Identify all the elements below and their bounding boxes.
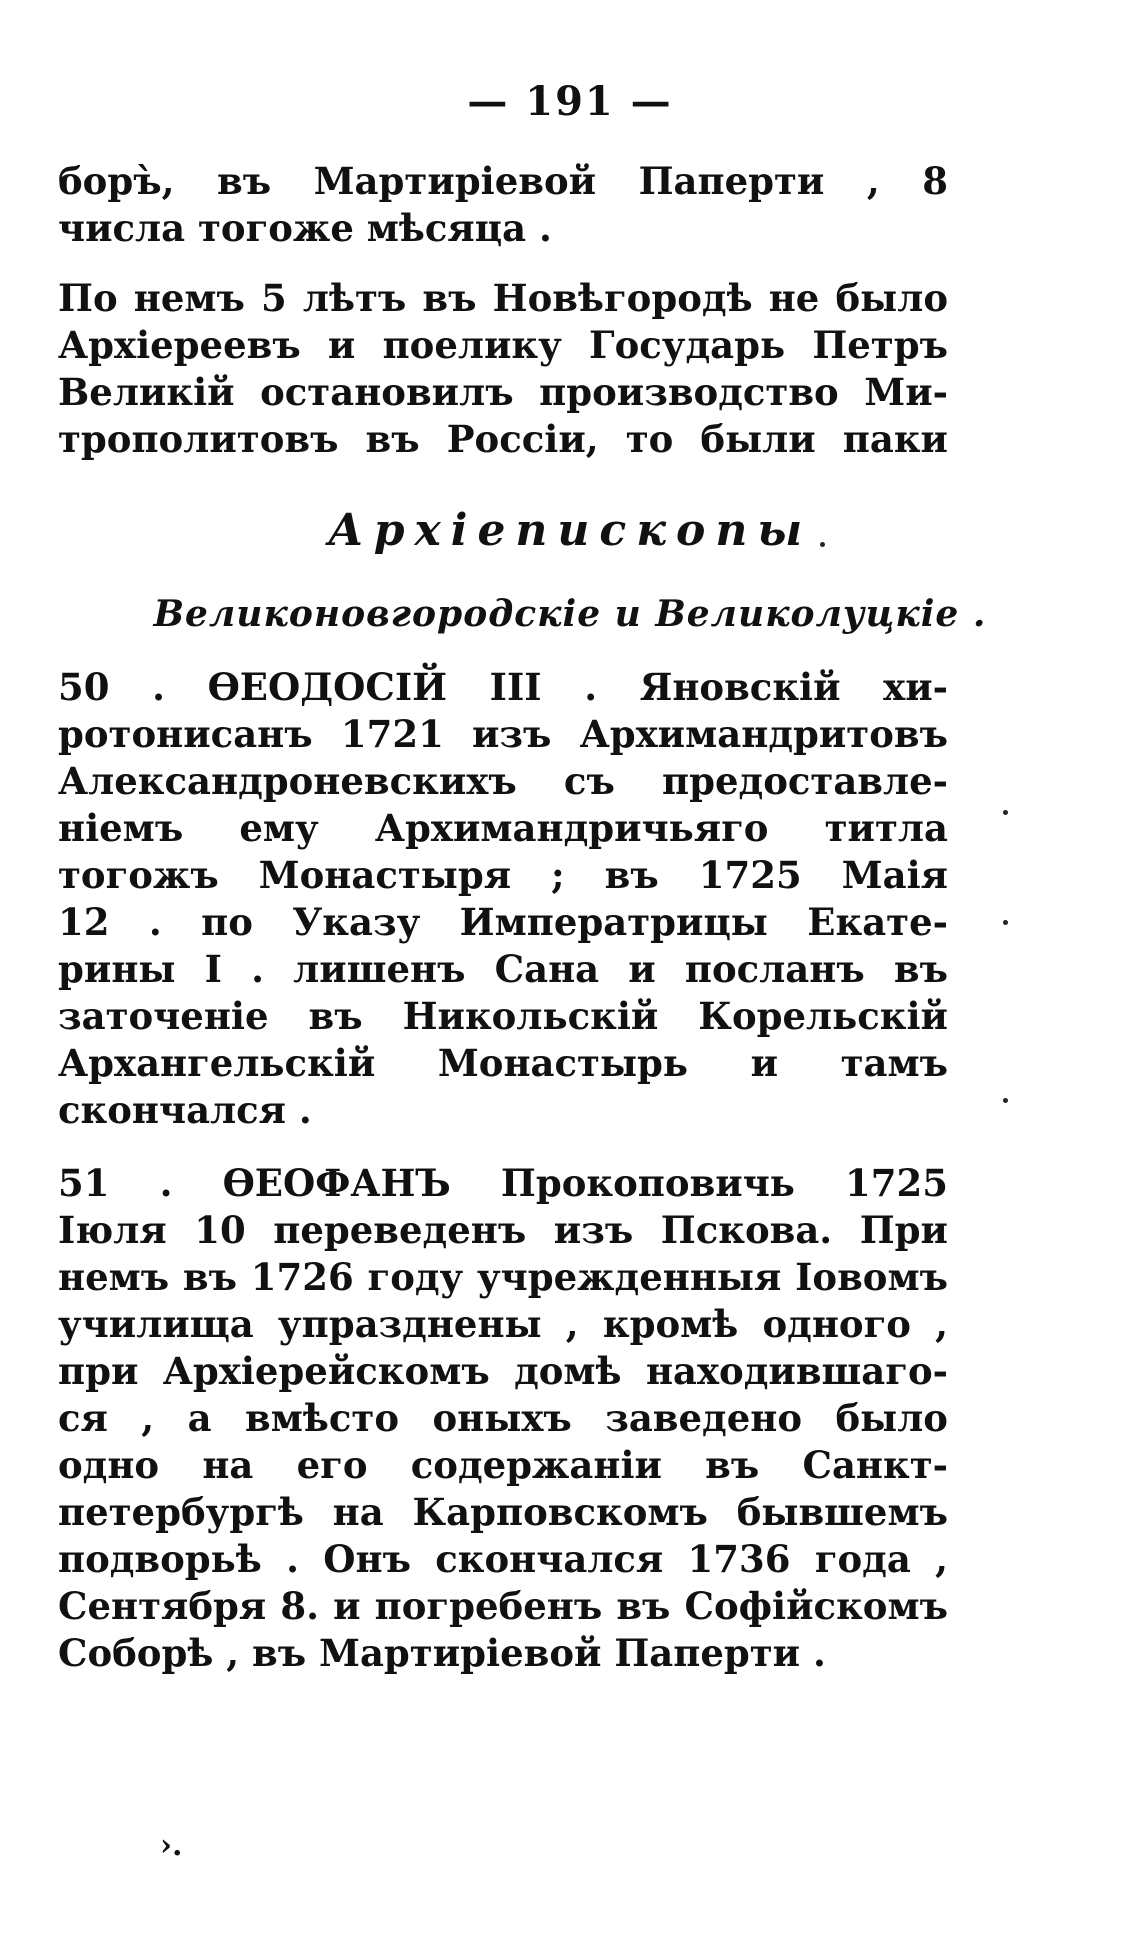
text-line: училища упразднены , кромѣ одного , (58, 1302, 948, 1346)
text-line: скончался . (58, 1088, 312, 1132)
text-line: трополитовъ въ Россіи, то были паки (58, 417, 948, 461)
footer-mark: ›. (160, 1828, 183, 1863)
text-line: По немъ 5 лѣтъ въ Новѣгородѣ не было (58, 276, 948, 320)
text-line: Архіереевъ и поелику Государь Петръ (58, 323, 948, 367)
text-line: 12 . по Указу Императрицы Екате- (58, 900, 948, 944)
text-line: тогожъ Монастыря ; въ 1725 Маія (58, 853, 948, 897)
text-line: ротонисанъ 1721 изъ Архимандритовъ (58, 712, 948, 756)
text-line: ніемъ ему Архимандричьяго титла (58, 806, 948, 850)
print-speck (1003, 1098, 1008, 1103)
continuation-paragraph (58, 158, 948, 252)
section-subheading: Великоновгородскіе и Великолуцкіе . (153, 593, 987, 635)
text-line: Великій остановилъ производство Ми- (58, 370, 948, 414)
text-line: Іюля 10 переведенъ изъ Пскова. При (58, 1208, 948, 1252)
text-line: заточеніе въ Никольскій Корельскій (58, 994, 948, 1038)
text-line: ся , а вмѣсто оныхъ заведено было (58, 1396, 948, 1440)
print-speck (820, 542, 825, 547)
print-speck (1003, 920, 1008, 925)
text-line: 50 . ѲЕОДОСІЙ III . Яновскій хи- (58, 665, 948, 709)
text-line: подворьѣ . Онъ скончался 1736 года , (58, 1537, 948, 1581)
text-line: немъ въ 1726 году учрежденныя Іовомъ (58, 1255, 948, 1299)
entry-51-paragraph (58, 1160, 948, 1677)
page-number: — 191 — (467, 78, 673, 125)
text-line: 51 . ѲЕОФАНЪ Прокоповичь 1725 (58, 1161, 948, 1205)
print-speck (1003, 810, 1008, 815)
intro-paragraph (58, 275, 948, 463)
text-line: Александроневскихъ съ предоставле- (58, 759, 948, 803)
text-line: Сентября 8. и погребенъ въ Софійскомъ (58, 1584, 948, 1628)
text-line: числа тогоже мѣсяца . (58, 206, 552, 250)
text-line: рины I . лишенъ Сана и посланъ въ (58, 947, 948, 991)
text-line: боръ̀, въ Мартиріевой Паперти , 8 (58, 159, 948, 203)
text-line: при Архіерейскомъ домѣ находившаго- (58, 1349, 948, 1393)
text-line: петербургѣ на Карповскомъ бывшемъ (58, 1490, 948, 1534)
entry-50-paragraph (58, 664, 948, 1134)
text-line: Соборѣ , въ Мартиріевой Паперти . (58, 1631, 826, 1675)
text-line: Архангельскій Монастырь и тамъ (58, 1041, 948, 1085)
section-heading: Архіепископы (327, 505, 813, 556)
text-line: одно на его содержаніи въ Санкт- (58, 1443, 948, 1487)
